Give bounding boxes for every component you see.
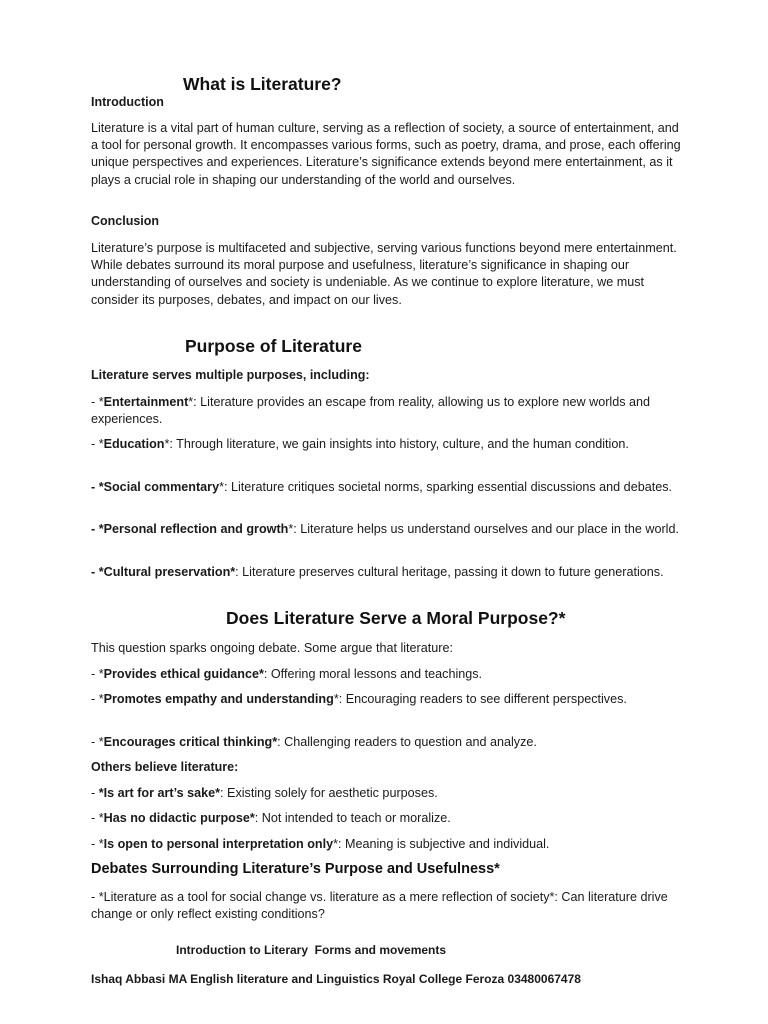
debates-paragraph: - *Literature as a tool for social change vs. literature as a mere reflection of society*: Can literature drive change or only reflect existing conditions? [91, 890, 668, 922]
section-title-purpose: Purpose of Literature [185, 336, 362, 356]
purpose-item: - *Personal reflection and growth*: Literature helps us understand ourselves and our place in the world. [91, 522, 679, 536]
section-title-moral-purpose: Does Literature Serve a Moral Purpose?* [226, 608, 566, 628]
purpose-item: - *Cultural preservation*: Literature preserves cultural heritage, passing it down to future generations. [91, 565, 664, 579]
introduction-paragraph: Literature is a vital part of human culture, serving as a reflection of society, a source of entertainment, and a tool for personal growth. It encompasses various forms, such as poetry, drama, and prose, each offering unique perspectives and experiences. Literature’s significance extends beyond mere entertainment, as it plays a crucial role in shaping our understanding of the world and ourselves. [91, 121, 681, 187]
moral-lead: This question sparks ongoing debate. Some argue that literature: [91, 641, 453, 655]
others-belief-item: - *Has no didactic purpose*: Not intended to teach or moralize. [91, 811, 451, 825]
section-title-debates: Debates Surrounding Literature’s Purpose and Usefulness* [91, 861, 500, 877]
section-title-what-is-literature: What is Literature? [183, 74, 342, 94]
footer-course-title: Introduction to Literary Forms and movements [176, 943, 447, 957]
others-believe-label: Others believe literature: [91, 760, 239, 774]
purpose-item: - *Education*: Through literature, we gain insights into history, culture, and the human condition. [91, 437, 629, 451]
purpose-item: - *Entertainment*: Literature provides an escape from reality, allowing us to explore new worlds and experiences. [91, 395, 651, 427]
introduction-label: Introduction [91, 95, 164, 109]
moral-argument-item: - *Encourages critical thinking*: Challenging readers to question and analyze. [91, 735, 537, 749]
conclusion-paragraph: Literature’s purpose is multifaceted and subjective, serving various functions beyond mere entertainment. While debates surround its moral purpose and usefulness, literature’s significance in shaping our understanding of ourselves and society is undeniable. As we continue to explore literature, we must consider its purposes, debates, and impact on our lives. [91, 241, 677, 307]
moral-argument-item: - *Provides ethical guidance*: Offering moral lessons and teachings. [91, 667, 483, 681]
purpose-lead: Literature serves multiple purposes, including: [91, 368, 370, 382]
purpose-item: - *Social commentary*: Literature critiques societal norms, sparking essential discussions and debates. [91, 480, 673, 494]
footer-author-line: Ishaq Abbasi MA English literature and Linguistics Royal College Feroza 03480067478 [91, 972, 581, 986]
conclusion-label: Conclusion [91, 214, 160, 228]
moral-argument-item: - *Promotes empathy and understanding*: Encouraging readers to see different perspectives. [91, 692, 627, 706]
others-belief-item: - *Is open to personal interpretation only*: Meaning is subjective and individual. [91, 837, 550, 851]
others-belief-item: - *Is art for art’s sake*: Existing solely for aesthetic purposes. [91, 786, 438, 800]
